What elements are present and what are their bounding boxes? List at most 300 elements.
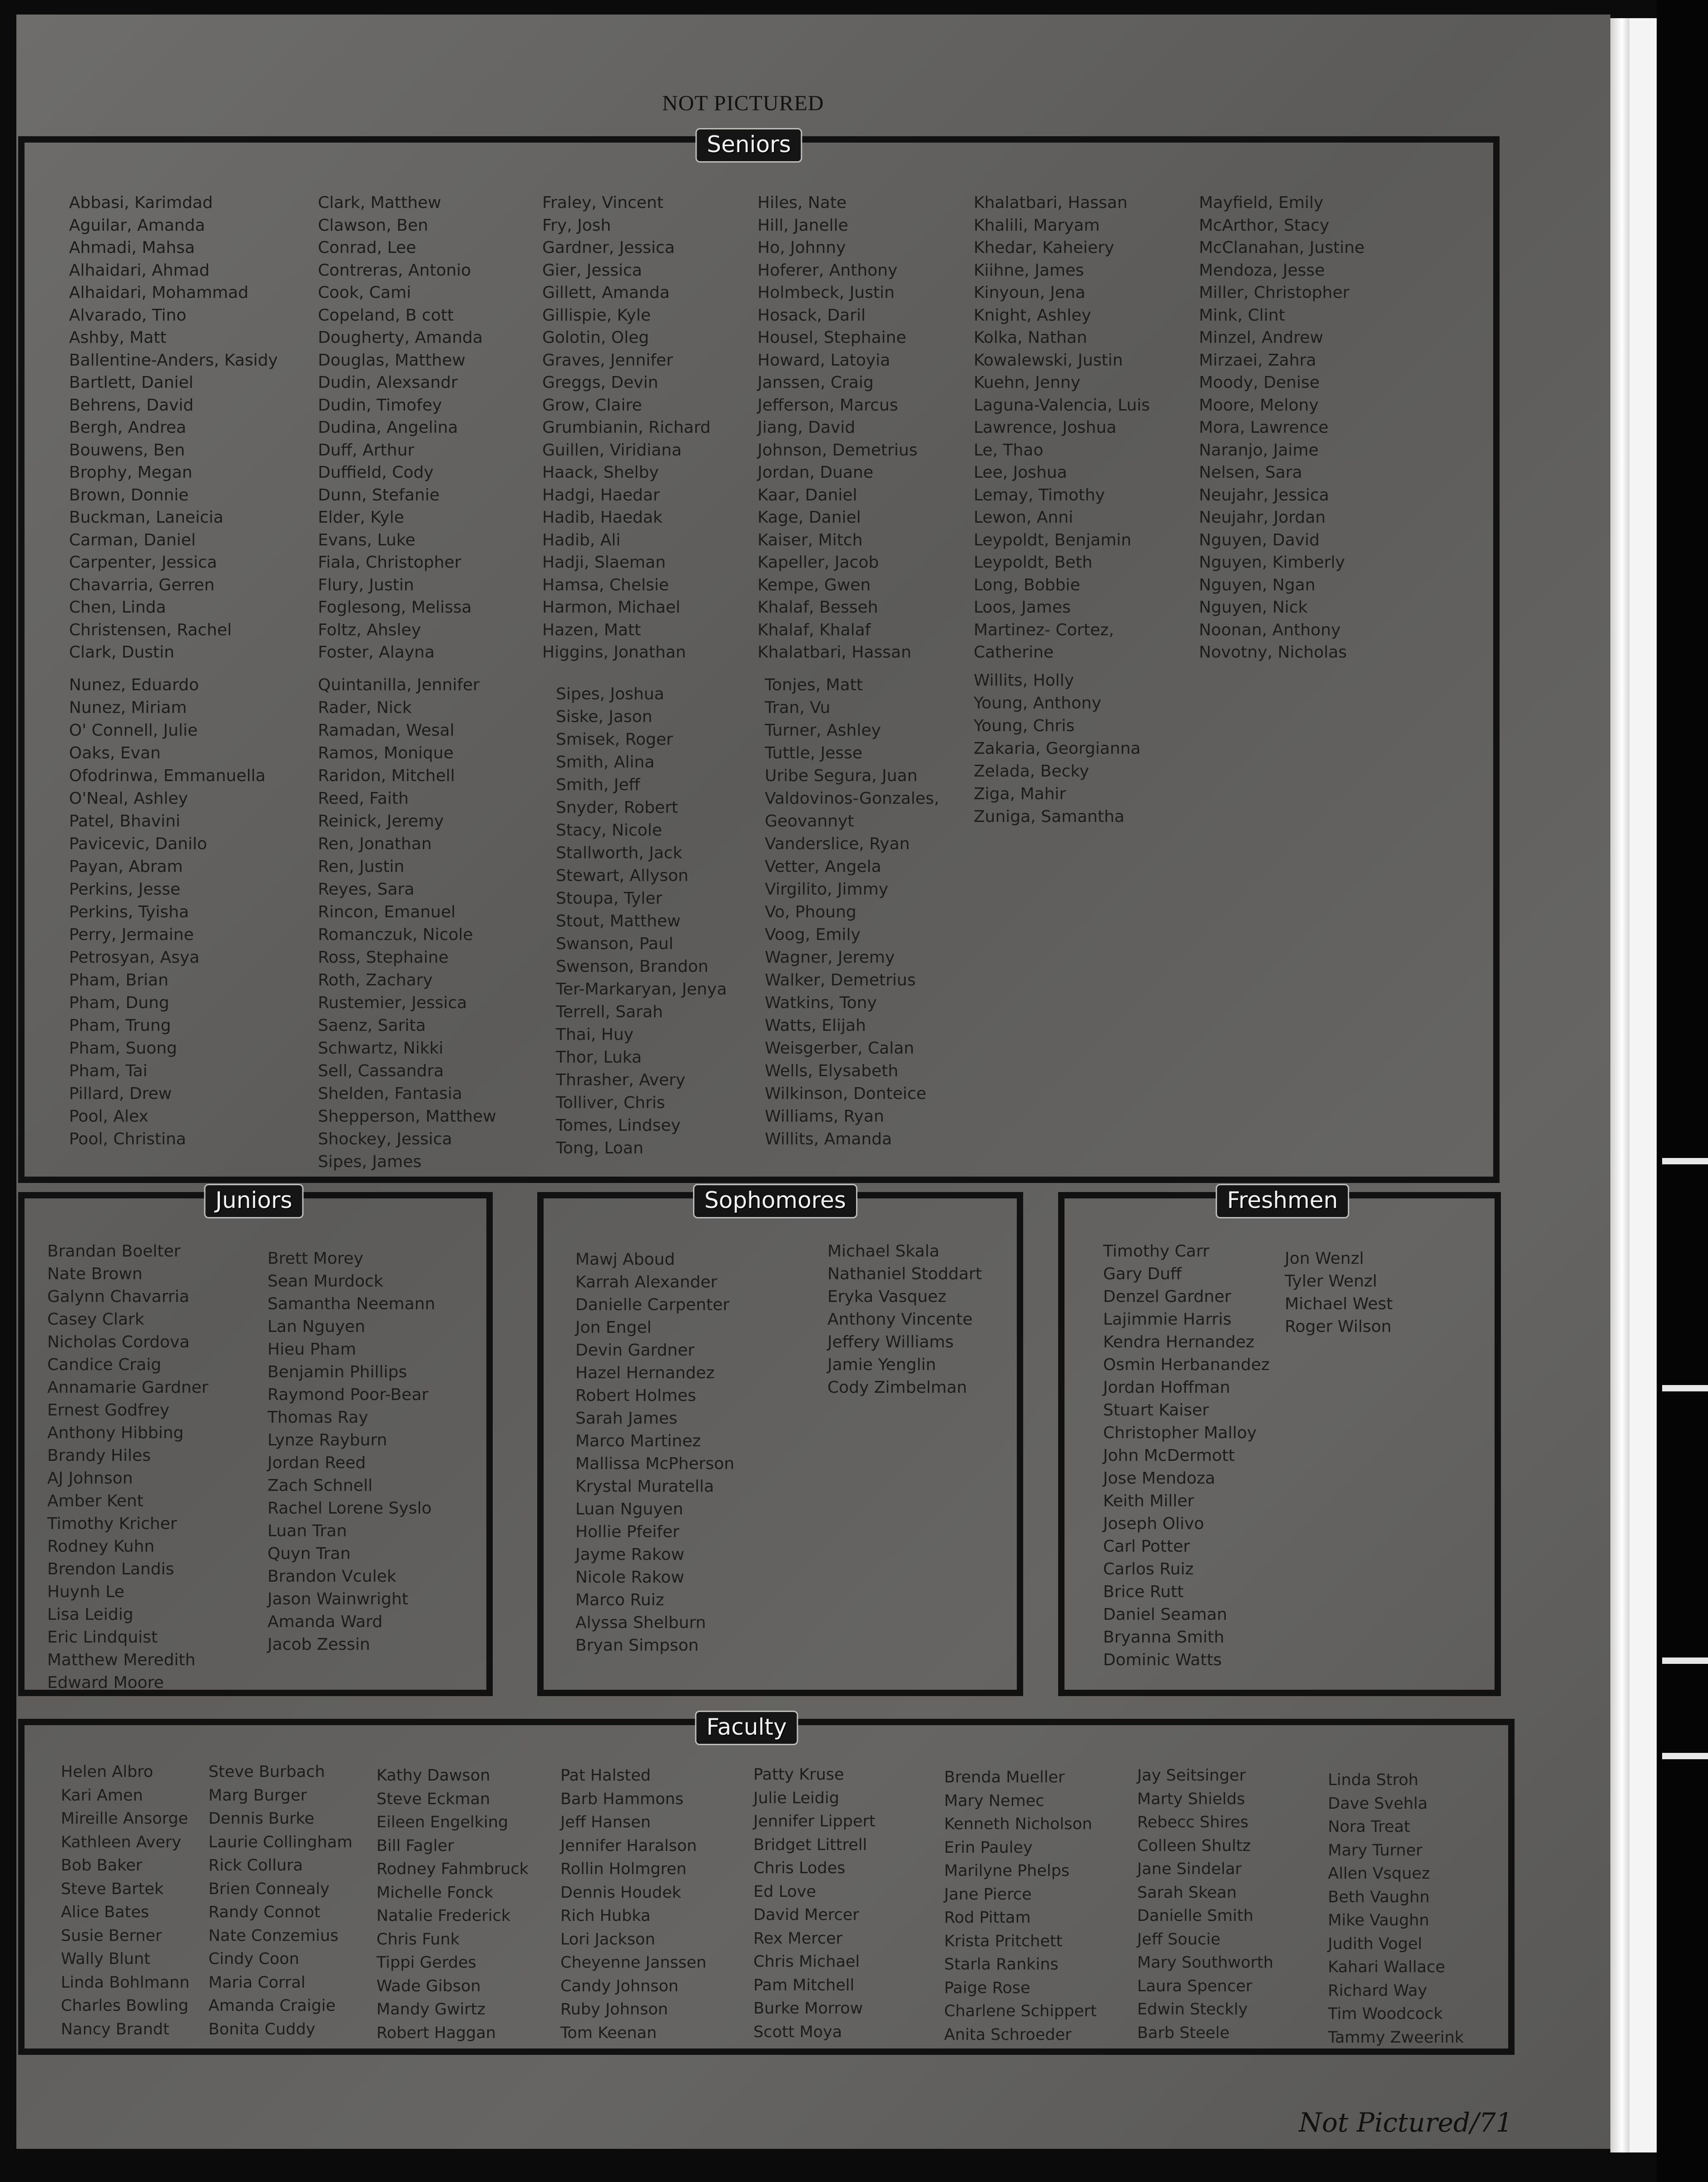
name-entry: Christopher Malloy — [1103, 1424, 1257, 1442]
name-entry: Howard, Latoyia — [757, 351, 891, 370]
name-entry: Quyn Tran — [267, 1544, 351, 1563]
name-entry: Charlene Schippert — [944, 2002, 1097, 2020]
name-entry: Housel, Stephaine — [757, 328, 906, 347]
name-entry: Zuniga, Samantha — [974, 807, 1124, 826]
name-entry: Aguilar, Amanda — [69, 216, 205, 235]
name-entry: Jon Engel — [575, 1318, 652, 1337]
name-entry: Fiala, Christopher — [318, 553, 461, 572]
page-spine-edge — [1610, 18, 1629, 2152]
name-entry: Dennis Houdek — [560, 1883, 681, 1902]
name-entry: Flury, Justin — [318, 575, 414, 594]
name-entry: Bartlett, Daniel — [69, 373, 193, 392]
name-entry: Ernest Godfrey — [47, 1401, 170, 1420]
name-entry: Mike Vaughn — [1328, 1911, 1430, 1930]
name-entry: Jayme Rakow — [575, 1545, 684, 1564]
name-entry: Ashby, Matt — [69, 328, 167, 347]
name-entry: Dunn, Stefanie — [318, 485, 440, 505]
name-entry: Osmin Herbanandez — [1103, 1356, 1270, 1374]
seniors-column-1 — [69, 192, 278, 664]
name-entry: Knight, Ashley — [974, 306, 1091, 325]
name-entry: Fraley, Vincent — [542, 193, 663, 212]
name-entry: Anthony Vincente — [827, 1310, 973, 1329]
name-entry: Pham, Suong — [69, 1039, 177, 1058]
name-entry: Hiles, Nate — [757, 193, 847, 212]
name-entry: Jennifer Lippert — [753, 1812, 876, 1831]
name-entry: Perkins, Jesse — [69, 880, 181, 899]
name-entry: Lajimmie Harris — [1103, 1310, 1232, 1329]
name-entry: Rick Collura — [208, 1856, 303, 1875]
name-entry: Tomes, Lindsey — [556, 1116, 681, 1135]
name-entry: Kaar, Daniel — [757, 485, 857, 505]
juniors-column-1 — [47, 1240, 208, 1694]
name-entry: Shockey, Jessica — [318, 1130, 452, 1148]
name-entry: Duff, Arthur — [318, 440, 415, 460]
name-entry: Romanczuk, Nicole — [318, 925, 473, 944]
page-binding-margin — [1629, 18, 1657, 2152]
name-entry: Rodney Fahmbruck — [376, 1860, 529, 1878]
name-entry: Virgilito, Jimmy — [765, 880, 888, 899]
name-entry: Higgins, Jonathan — [542, 643, 686, 662]
name-entry: Roth, Zachary — [318, 971, 433, 990]
edge-marker — [1662, 1753, 1708, 1759]
name-entry: Keith Miller — [1103, 1492, 1194, 1510]
name-entry: Stoupa, Tyler — [556, 889, 663, 908]
name-entry: Jose Mendoza — [1103, 1469, 1215, 1488]
name-entry: Eileen Engelking — [376, 1813, 509, 1831]
faculty-column-3 — [376, 1764, 529, 2045]
name-entry: Hieu Pham — [267, 1340, 356, 1359]
name-entry: Lori Jackson — [560, 1930, 655, 1949]
name-entry: Burke Morrow — [753, 1999, 863, 2018]
name-entry: Foglesong, Melissa — [318, 598, 472, 617]
name-entry: O' Connell, Julie — [69, 721, 198, 740]
name-entry: Bridget Littrell — [753, 1836, 867, 1854]
name-entry: Brown, Donnie — [69, 485, 189, 505]
name-entry: Wells, Elysabeth — [765, 1062, 899, 1080]
name-entry: Rod Pittam — [944, 1909, 1031, 1927]
name-entry: Ziga, Mahir — [974, 785, 1066, 803]
name-entry: Ballentine-Anders, Kasidy — [69, 351, 278, 370]
name-entry: Pam Mitchell — [753, 1976, 855, 1994]
name-entry: Nunez, Eduardo — [69, 676, 199, 694]
name-entry: Colleen Shultz — [1137, 1836, 1251, 1855]
name-entry: Nunez, Miriam — [69, 698, 187, 717]
name-entry: Jay Seitsinger — [1137, 1766, 1246, 1785]
name-entry: Neujahr, Jordan — [1199, 508, 1326, 527]
name-entry: Kathy Dawson — [376, 1766, 490, 1785]
name-entry: Marty Shields — [1137, 1790, 1245, 1808]
name-entry: Ruby Johnson — [560, 2000, 668, 2019]
seniors-column-4 — [757, 192, 917, 664]
name-entry: O'Neal, Ashley — [69, 789, 188, 808]
scan-dark-edge — [1657, 0, 1708, 2182]
name-entry: Helen Albro — [61, 1763, 153, 1781]
name-entry: Valdovinos-Gonzales, — [765, 789, 940, 808]
name-entry: Amber Kent — [47, 1492, 144, 1510]
name-entry: Ho, Johnny — [757, 238, 846, 257]
name-entry: Cook, Cami — [318, 283, 411, 302]
name-entry: Duffield, Cody — [318, 463, 434, 482]
name-entry: Chris Lodes — [753, 1859, 846, 1877]
name-entry: Thomas Ray — [267, 1408, 368, 1427]
name-entry: Rachel Lorene Syslo — [267, 1499, 432, 1518]
name-entry: Beth Vaughn — [1328, 1888, 1430, 1906]
name-entry: Williams, Ryan — [765, 1107, 884, 1126]
freshmen-column-2 — [1285, 1247, 1393, 1338]
seniors-column-3 — [542, 192, 711, 664]
name-entry: Leypoldt, Benjamin — [974, 530, 1132, 549]
name-entry: Hadgi, Haedar — [542, 485, 660, 505]
name-entry: Turner, Ashley — [765, 721, 881, 740]
name-entry: Golotin, Oleg — [542, 328, 649, 347]
name-entry: Krista Pritchett — [944, 1932, 1063, 1950]
name-entry: Kenneth Nicholson — [944, 1815, 1092, 1833]
name-entry: Reinick, Jeremy — [318, 812, 444, 831]
name-entry: Bouwens, Ben — [69, 440, 185, 460]
name-entry: Rex Mercer — [753, 1929, 843, 1948]
name-entry: Jane Sindelar — [1137, 1860, 1242, 1878]
name-entry: Nora Treat — [1328, 1818, 1411, 1836]
sophomores-section — [537, 1187, 1023, 1696]
name-entry: Nicole Rakow — [575, 1568, 684, 1587]
name-entry: Danielle Smith — [1137, 1907, 1253, 1925]
name-entry: Carl Potter — [1103, 1537, 1190, 1556]
faculty-column-7 — [1137, 1764, 1273, 2045]
name-entry: Michelle Fonck — [376, 1883, 493, 1902]
name-entry: Rustemier, Jessica — [318, 994, 467, 1012]
name-entry: Sipes, James — [318, 1153, 422, 1171]
name-entry: Richard Way — [1328, 1981, 1427, 2000]
name-entry: Gillispie, Kyle — [542, 306, 651, 325]
name-entry: Nathaniel Stoddart — [827, 1265, 982, 1283]
name-entry: Luan Nguyen — [575, 1500, 683, 1519]
name-entry: Nicholas Cordova — [47, 1333, 190, 1351]
name-entry: Marilyne Phelps — [944, 1862, 1070, 1880]
name-entry: Jamie Yenglin — [827, 1356, 936, 1374]
name-entry: Luan Tran — [267, 1522, 347, 1540]
name-entry: Evans, Luke — [318, 530, 416, 549]
name-entry: Amanda Ward — [267, 1613, 383, 1631]
name-entry: Judith Vogel — [1328, 1935, 1422, 1953]
name-entry: Zelada, Becky — [974, 762, 1089, 781]
seniors-lower-column-1 — [69, 674, 266, 1151]
name-entry: Kage, Daniel — [757, 508, 861, 527]
name-entry: Sarah James — [575, 1409, 678, 1428]
name-entry: Michael Skala — [827, 1242, 940, 1261]
name-entry: Karrah Alexander — [575, 1273, 718, 1291]
name-entry: Young, Chris — [974, 717, 1075, 735]
name-entry: Elder, Kyle — [318, 508, 404, 527]
faculty-section — [18, 1714, 1515, 2055]
name-entry: Nguyen, Ngan — [1199, 575, 1316, 594]
name-entry: Tyler Wenzl — [1285, 1272, 1377, 1291]
name-entry: Kempe, Gwen — [757, 575, 871, 594]
name-entry: Pham, Brian — [69, 971, 168, 990]
name-entry: Clark, Matthew — [318, 193, 441, 212]
name-entry: Edward Moore — [47, 1673, 164, 1692]
name-entry: Thai, Huy — [556, 1025, 634, 1044]
name-entry: Jordan, Duane — [757, 463, 873, 482]
name-entry: Minzel, Andrew — [1199, 328, 1323, 347]
name-entry: Brandon Vculek — [267, 1567, 396, 1586]
name-entry: Smisek, Roger — [556, 730, 673, 749]
name-entry: Casey Clark — [47, 1310, 144, 1329]
name-entry: Lawrence, Joshua — [974, 418, 1117, 437]
freshmen-column-1 — [1103, 1240, 1270, 1672]
name-entry: Brophy, Megan — [69, 463, 193, 482]
name-entry: Jacob Zessin — [267, 1635, 370, 1654]
name-entry: Bob Baker — [61, 1856, 143, 1875]
faculty-column-1 — [61, 1761, 189, 2041]
name-entry: Mink, Clint — [1199, 306, 1285, 325]
name-entry: Clawson, Ben — [318, 216, 428, 235]
name-entry: Jeffery Williams — [827, 1333, 954, 1351]
juniors-column-2 — [267, 1247, 435, 1656]
name-entry: Khalatbari, Hassan — [757, 643, 911, 662]
name-entry: Hamsa, Chelsie — [542, 575, 669, 594]
name-entry: Holmbeck, Justin — [757, 283, 895, 302]
name-entry: Pat Halsted — [560, 1766, 651, 1785]
name-entry: Thrasher, Avery — [556, 1071, 686, 1089]
name-entry: Jason Wainwright — [267, 1590, 408, 1608]
name-entry: Gary Duff — [1103, 1265, 1182, 1283]
name-entry: Smith, Jeff — [556, 776, 640, 794]
name-entry: Steve Burbach — [208, 1763, 325, 1781]
name-entry: Rader, Nick — [318, 698, 412, 717]
name-entry: Joseph Olivo — [1103, 1514, 1204, 1533]
name-entry: Jon Wenzl — [1285, 1249, 1364, 1268]
name-entry: Weisgerber, Calan — [765, 1039, 914, 1058]
name-entry: Anthony Hibbing — [47, 1424, 184, 1442]
name-entry: Lewon, Anni — [974, 508, 1074, 527]
name-entry: Vo, Phoung — [765, 903, 856, 921]
freshmen-section — [1058, 1187, 1501, 1696]
name-entry: Ter-Markaryan, Jenya — [556, 980, 727, 999]
name-entry: Lan Nguyen — [267, 1317, 366, 1336]
name-entry: Roger Wilson — [1285, 1317, 1392, 1336]
name-entry: Wally Blunt — [61, 1950, 150, 1968]
name-entry: Gier, Jessica — [542, 261, 642, 280]
name-entry: Reyes, Sara — [318, 880, 415, 899]
sophomores-title: Sophomores — [693, 1184, 857, 1218]
name-entry: Chavarria, Gerren — [69, 575, 215, 594]
name-entry: Laurie Collingham — [208, 1833, 353, 1851]
name-entry: Benjamin Phillips — [267, 1363, 407, 1381]
name-entry: Watts, Elijah — [765, 1016, 866, 1035]
name-entry: Khalaf, Besseh — [757, 598, 878, 617]
name-entry: Hazel Hernandez — [575, 1364, 715, 1382]
name-entry: Stewart, Allyson — [556, 866, 688, 885]
name-entry: Schwartz, Nikki — [318, 1039, 444, 1058]
name-entry: Kinyoun, Jena — [974, 283, 1085, 302]
name-entry: Ramos, Monique — [318, 744, 454, 762]
name-entry: Bryanna Smith — [1103, 1628, 1224, 1647]
name-entry: Pham, Dung — [69, 994, 169, 1012]
name-entry: Perkins, Tyisha — [69, 903, 189, 921]
name-entry: Denzel Gardner — [1103, 1287, 1231, 1306]
name-entry: Stuart Kaiser — [1103, 1401, 1209, 1420]
name-entry: Kapeller, Jacob — [757, 553, 879, 572]
seniors-lower-column-4 — [765, 674, 939, 1151]
name-entry: Contreras, Antonio — [318, 261, 471, 280]
name-entry: Bryan Simpson — [575, 1636, 699, 1655]
name-entry: John McDermott — [1103, 1446, 1235, 1465]
name-entry: Carman, Daniel — [69, 530, 196, 549]
page-footer: Not Pictured/71 — [1299, 2107, 1513, 2138]
name-entry: Long, Bobbie — [974, 575, 1080, 594]
name-entry: Amanda Craigie — [208, 1997, 336, 2015]
name-entry: Miller, Christopher — [1199, 283, 1350, 302]
name-entry: Erin Pauley — [944, 1838, 1033, 1857]
name-entry: Le, Thao — [974, 440, 1044, 460]
name-entry: Edwin Steckly — [1137, 2000, 1248, 2019]
name-entry: Janssen, Craig — [757, 373, 874, 392]
name-entry: Uribe Segura, Juan — [765, 767, 918, 785]
name-entry: Randy Connot — [208, 1903, 321, 1921]
name-entry: Novotny, Nicholas — [1199, 643, 1347, 662]
name-entry: Jordan Reed — [267, 1454, 366, 1472]
name-entry: Vanderslice, Ryan — [765, 835, 910, 853]
name-entry: Mireille Ansorge — [61, 1810, 188, 1828]
name-entry: Tong, Loan — [556, 1139, 644, 1158]
name-entry: Patty Kruse — [753, 1766, 844, 1784]
name-entry: Ofodrinwa, Emmanuella — [69, 767, 266, 785]
name-entry: Loos, James — [974, 598, 1071, 617]
name-entry: Jane Pierce — [944, 1885, 1032, 1904]
name-entry: Annamarie Gardner — [47, 1378, 208, 1397]
sophomores-column-1 — [575, 1248, 734, 1657]
name-entry: Linda Stroh — [1328, 1771, 1419, 1789]
name-entry: Petrosyan, Asya — [69, 948, 200, 967]
name-entry: Wilkinson, Donteice — [765, 1084, 926, 1103]
name-entry: Lemay, Timothy — [974, 485, 1105, 505]
name-entry: Alhaidari, Ahmad — [69, 261, 210, 280]
name-entry: Matthew Meredith — [47, 1651, 196, 1669]
name-entry: Eryka Vasquez — [827, 1287, 946, 1306]
name-entry: Grow, Claire — [542, 396, 642, 415]
name-entry: Quintanilla, Jennifer — [318, 676, 480, 694]
name-entry: Dudin, Alexsandr — [318, 373, 458, 392]
name-entry: Siske, Jason — [556, 708, 653, 726]
name-entry: Nguyen, David — [1199, 530, 1320, 549]
name-entry: Hosack, Daril — [757, 306, 866, 325]
name-entry: Hadji, Slaeman — [542, 553, 666, 572]
name-entry: Khalatbari, Hassan — [974, 193, 1128, 212]
name-entry: Jordan Hoffman — [1103, 1378, 1230, 1397]
name-entry: Khedar, Kaheiery — [974, 238, 1114, 257]
name-entry: Thor, Luka — [556, 1048, 642, 1067]
name-entry: Tolliver, Chris — [556, 1093, 665, 1112]
name-entry: Jeff Hansen — [560, 1813, 651, 1831]
name-entry: Sarah Skean — [1137, 1883, 1237, 1902]
seniors-lower-column-3 — [556, 683, 727, 1160]
name-entry: Kolka, Nathan — [974, 328, 1087, 347]
name-entry: Alice Bates — [61, 1903, 149, 1921]
name-entry: Wagner, Jeremy — [765, 948, 895, 967]
name-entry: Timothy Kricher — [47, 1514, 177, 1533]
name-entry: Krystal Muratella — [575, 1477, 714, 1496]
name-entry: Young, Anthony — [974, 694, 1102, 712]
name-entry: Stout, Matthew — [556, 912, 681, 930]
name-entry: Carlos Ruiz — [1103, 1560, 1194, 1578]
name-entry: Moore, Melony — [1199, 396, 1319, 415]
name-entry: Oaks, Evan — [69, 744, 161, 762]
name-entry: Hadib, Ali — [542, 530, 621, 549]
name-entry: Lynze Rayburn — [267, 1431, 387, 1450]
name-entry: Devin Gardner — [575, 1341, 695, 1360]
name-entry: Patel, Bhavini — [69, 812, 181, 831]
name-entry: Jefferson, Marcus — [757, 396, 898, 415]
name-entry: Dudin, Timofey — [318, 396, 442, 415]
faculty-column-6 — [944, 1766, 1097, 2047]
name-entry: Foster, Alayna — [318, 643, 435, 662]
name-entry: Dudina, Angelina — [318, 418, 458, 437]
name-entry: Zakaria, Georgianna — [974, 739, 1141, 758]
name-entry: Mallissa McPherson — [575, 1455, 735, 1473]
name-entry: Tom Keenan — [560, 2024, 657, 2042]
name-entry: Alvarado, Tino — [69, 306, 187, 325]
name-entry: Dougherty, Amanda — [318, 328, 483, 347]
name-entry: Johnson, Demetrius — [757, 440, 918, 460]
juniors-title: Juniors — [204, 1184, 303, 1218]
name-entry: Saenz, Sarita — [318, 1016, 426, 1035]
freshmen-title: Freshmen — [1216, 1184, 1349, 1218]
name-entry: Clark, Dustin — [69, 643, 174, 662]
name-entry: Chris Michael — [753, 1953, 860, 1971]
name-entry: Ed Love — [753, 1882, 817, 1901]
name-entry: Raymond Poor-Bear — [267, 1385, 429, 1404]
name-entry: Shelden, Fantasia — [318, 1084, 462, 1103]
faculty-column-2 — [208, 1761, 352, 2041]
name-entry: Paige Rose — [944, 1979, 1030, 1997]
page-header: NOT PICTURED — [662, 91, 824, 115]
name-entry: Brice Rutt — [1103, 1583, 1184, 1601]
name-entry: Allen Vsquez — [1328, 1865, 1430, 1883]
seniors-column-2 — [318, 192, 483, 664]
name-entry: Scott Moya — [753, 2023, 842, 2041]
name-entry: Vetter, Angela — [765, 857, 881, 876]
name-entry: Sipes, Joshua — [556, 685, 664, 703]
name-entry: Nelsen, Sara — [1199, 463, 1302, 482]
name-entry: Charles Bowling — [61, 1997, 188, 2015]
name-entry: Rodney Kuhn — [47, 1537, 155, 1556]
name-entry: Khalili, Maryam — [974, 216, 1100, 235]
name-entry: Tran, Vu — [765, 698, 831, 717]
name-entry: Ahmadi, Mahsa — [69, 238, 195, 257]
seniors-lower-column-2 — [318, 674, 496, 1173]
name-entry: Willits, Amanda — [765, 1130, 892, 1148]
name-entry: Anita Schroeder — [944, 2025, 1072, 2044]
name-entry: Bergh, Andrea — [69, 418, 187, 437]
name-entry: Stallworth, Jack — [556, 844, 683, 862]
name-entry: Kahari Wallace — [1328, 1958, 1446, 1976]
name-entry: Reed, Faith — [318, 789, 409, 808]
name-entry: Mawj Aboud — [575, 1250, 675, 1269]
name-entry: Terrell, Sarah — [556, 1003, 663, 1021]
name-entry: Nguyen, Kimberly — [1199, 553, 1345, 572]
name-entry: Graves, Jennifer — [542, 351, 673, 370]
name-entry: Sean Murdock — [267, 1272, 383, 1291]
name-entry: Tuttle, Jesse — [765, 744, 863, 762]
edge-marker — [1662, 1658, 1708, 1664]
name-entry: Mandy Gwirtz — [376, 2000, 485, 2019]
name-entry: Nancy Brandt — [61, 2020, 169, 2039]
name-entry: Pool, Alex — [69, 1107, 149, 1126]
name-entry: Bill Fagler — [376, 1836, 454, 1855]
name-entry: Nguyen, Nick — [1199, 598, 1308, 617]
juniors-section — [18, 1187, 493, 1696]
name-entry: Robert Holmes — [575, 1386, 696, 1405]
